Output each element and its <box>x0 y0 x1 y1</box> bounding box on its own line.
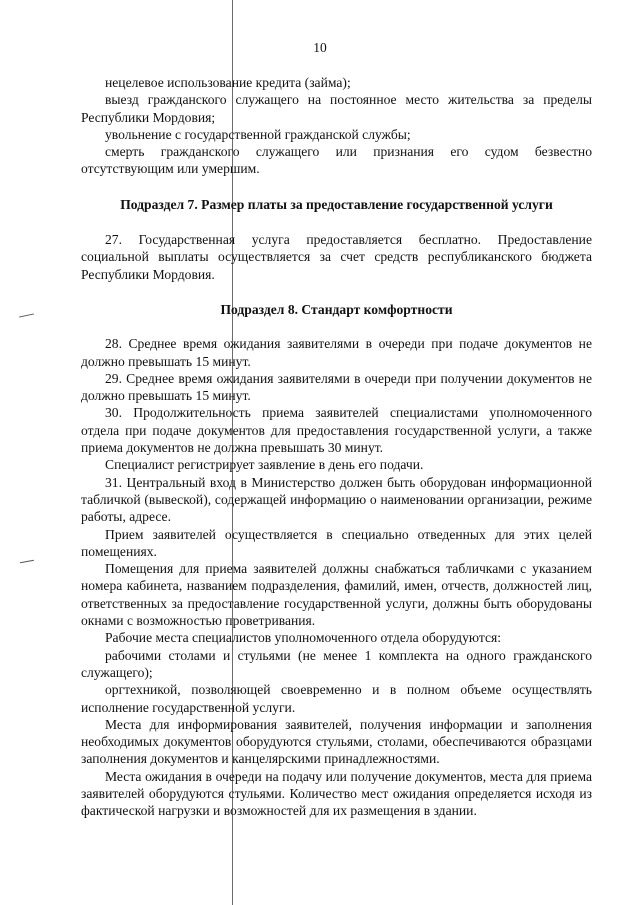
section-heading-8: Подраздел 8. Стандарт комфортности <box>220 301 453 317</box>
document-body <box>81 74 592 820</box>
paragraph: 28. Среднее время ожидания заявителями в очереди при подаче документов не должно превышать 15 минут. <box>81 336 592 369</box>
paragraph: 30. Продолжительность приема заявителей специалистами уполномоченного отдела при подаче документов для предоставления государственной услуги, а также приема документов не должна превышать 30 минут. <box>81 405 592 456</box>
paragraph: рабочими столами и стульями (не менее 1 комплекта на одного гражданского служащего); <box>81 647 592 680</box>
paragraph: Специалист регистрирует заявление в день его подачи. <box>105 457 424 473</box>
page-number: 10 <box>313 40 327 55</box>
paragraph: Помещения для приема заявителей должны снабжаться табличками с указанием номера кабинета, названием подразделения, фамилий, имен, отчеств, должностей лиц, ответственных за предоставление государственной услуги, должны быть оборудованы окнами с возможностью проветривания. <box>81 561 592 629</box>
paragraph: смерть гражданского служащего или признания его судом безвестно отсутствующим или умершим. <box>81 144 592 177</box>
paragraph: Прием заявителей осуществляется в специально отведенных для этих целей помещениях. <box>81 526 592 559</box>
paragraph: Места ожидания в очереди на подачу или получение документов, места для приема заявителей оборудуются стульями. Количество мест ожидания определяется исходя из фактической нагрузки и возможностей для их размещения в здании. <box>81 768 592 819</box>
paragraph: оргтехникой, позволяющей своевременно и в полном объеме осуществлять исполнение государственной услуги. <box>81 682 592 715</box>
paragraph: выезд гражданского служащего на постоянное место жительства за пределы Республики Мордовия; <box>81 92 592 125</box>
section-heading-7: Подраздел 7. Размер платы за предоставление государственной услуги <box>120 196 553 212</box>
paragraph: 29. Среднее время ожидания заявителями в очереди при получении документов не должно превышать 15 минут. <box>81 370 592 404</box>
paragraph: Рабочие места специалистов уполномоченного отдела оборудуются: <box>105 630 502 646</box>
paragraph: 31. Центральный вход в Министерство должен быть оборудован информационной табличкой (вывеской), содержащей информацию о наименовании организации, режиме работы, адресе. <box>81 474 592 525</box>
paragraph: Места для информирования заявителей, получения информации и заполнения необходимых документов оборудуются стульями, столами, обеспечиваются образцами заполнения документов и канцелярскими принадлежностями. <box>81 716 592 767</box>
margin-mark <box>20 560 34 563</box>
paragraph: увольнение с государственной гражданской службы; <box>105 126 411 142</box>
margin-mark <box>19 313 34 317</box>
paragraph: нецелевое использование кредита (займа); <box>105 75 351 90</box>
paragraph: 27. Государственная услуга предоставляется бесплатно. Предоставление социальной выплаты осуществляется за счет средств республиканского бюджета Республики Мордовия. <box>81 232 592 282</box>
